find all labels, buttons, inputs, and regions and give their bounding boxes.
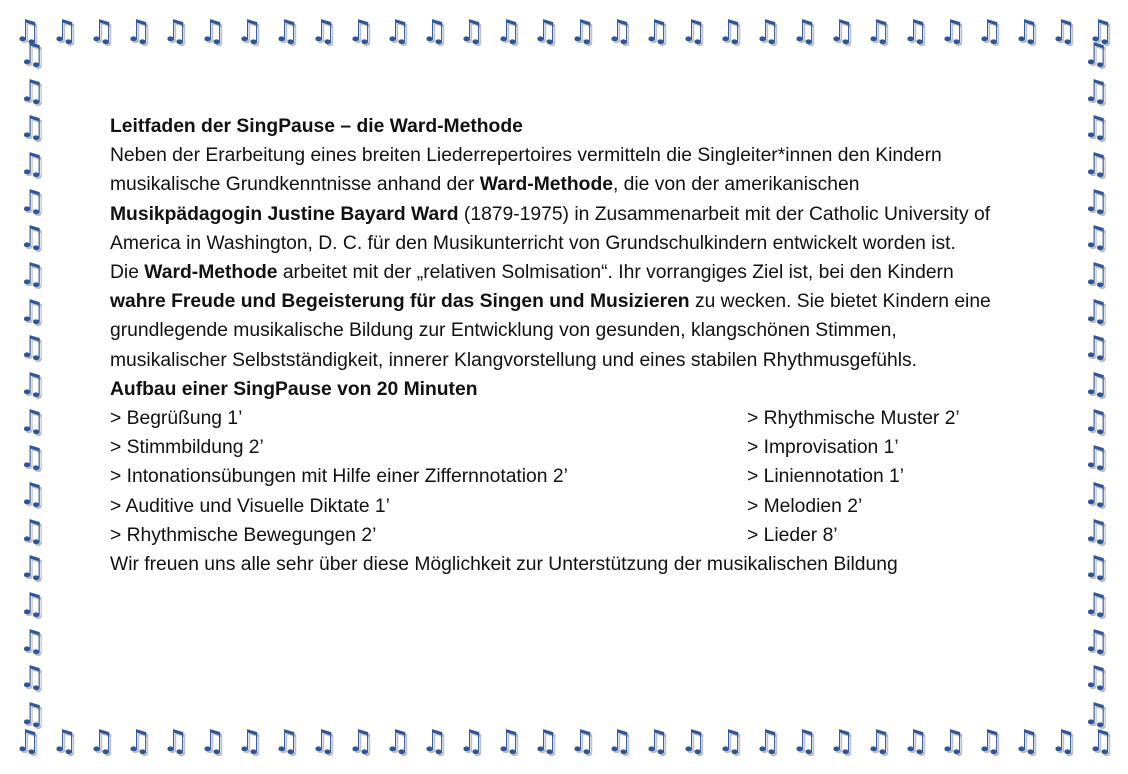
music-note-icon: ♫ (1087, 724, 1114, 759)
music-note-icon: ♫ (421, 724, 448, 759)
music-note-icon: ♫ (162, 724, 189, 759)
text: arbeitet mit der „relativen Solmisation“. Ihr vorrangiges Ziel ist, bei den Kindern (277, 262, 954, 284)
music-note-icon: ♫ (643, 724, 670, 759)
music-note-icon: ♫ (828, 14, 855, 49)
music-note-icon: ♫ (1082, 623, 1110, 659)
music-note-icon: ♫ (1082, 110, 1110, 146)
text: zu wecken. Sie bietet Kindern eine grundlegende musikalische Bildung zur Entwicklung von gesunden, klangschönen Stimmen, musikalischer Selbstständigkeit, innerer Klangvorstellung und eines stabilen Rhythmusgefühls. (110, 291, 991, 371)
music-note-icon: ♫ (754, 724, 781, 759)
music-note-icon: ♫ (88, 724, 115, 759)
music-note-icon: ♫ (18, 660, 46, 696)
music-note-icon: ♫ (1013, 724, 1040, 759)
music-note-icon: ♫ (680, 14, 707, 49)
music-note-icon: ♫ (125, 724, 152, 759)
music-note-icon: ♫ (199, 724, 226, 759)
list-item: > Intonationsübungen mit Hilfe einer Ziffernnotation 2’ (110, 466, 568, 488)
music-note-icon: ♫ (18, 623, 46, 659)
music-note-icon: ♫ (1082, 37, 1110, 72)
heading: Leitfaden der SingPause – die Ward-Methode (110, 116, 523, 137)
music-note-icon: ♫ (1082, 440, 1110, 476)
list-item: > Begrüßung 1’ (110, 408, 243, 430)
list-item: > Rhythmische Bewegungen 2’ (110, 524, 377, 546)
music-note-icon: ♫ (532, 14, 559, 49)
music-note-icon: ♫ (865, 14, 892, 49)
music-note-icon: ♫ (1013, 14, 1040, 49)
music-note-icon: ♫ (1082, 586, 1110, 622)
music-note-icon: ♫ (1082, 220, 1110, 256)
bold-text: wahre Freude und Begeisterung für das Singen und Musizieren (110, 291, 690, 313)
music-note-icon: ♫ (273, 14, 300, 49)
music-note-icon: ♫ (236, 14, 263, 49)
music-note-icon: ♫ (18, 513, 46, 549)
music-note-icon: ♫ (458, 14, 485, 49)
music-note-icon: ♫ (199, 14, 226, 49)
list-row (110, 462, 1010, 491)
music-note-icon: ♫ (1082, 146, 1110, 182)
music-note-icon: ♫ (18, 183, 46, 219)
music-note-icon: ♫ (1082, 73, 1110, 109)
music-note-icon: ♫ (606, 14, 633, 49)
text: Die (110, 262, 145, 284)
music-note-icon: ♫ (643, 14, 670, 49)
music-note-icon: ♫ (458, 724, 485, 759)
music-note-icon: ♫ (902, 14, 929, 49)
border-bottom (14, 724, 1114, 760)
paragraph-intro (110, 141, 1010, 258)
document-body (110, 112, 1010, 579)
music-note-icon: ♫ (18, 110, 46, 146)
border-top (14, 14, 1114, 50)
music-note-icon: ♫ (1082, 513, 1110, 549)
music-note-icon: ♫ (717, 14, 744, 49)
music-note-icon: ♫ (902, 724, 929, 759)
music-note-icon: ♫ (14, 14, 41, 49)
music-note-icon: ♫ (18, 293, 46, 329)
bold-text: Ward-Methode (144, 262, 278, 284)
music-note-icon: ♫ (18, 403, 46, 439)
music-note-icon: ♫ (18, 476, 46, 512)
music-note-icon: ♫ (347, 14, 374, 49)
music-note-icon: ♫ (1082, 183, 1110, 219)
bold-text: Musikpädagogin Justine Bayard Ward (110, 203, 459, 225)
music-note-icon: ♫ (569, 14, 596, 49)
list-item: > Improvisation 1’ (747, 437, 899, 459)
music-note-icon: ♫ (1082, 696, 1110, 732)
music-note-icon: ♫ (791, 14, 818, 49)
music-note-icon: ♫ (1050, 724, 1077, 759)
music-note-icon: ♫ (125, 14, 152, 49)
music-note-icon: ♫ (939, 724, 966, 759)
list-item: > Auditive und Visuelle Diktate 1’ (110, 495, 390, 517)
music-note-icon: ♫ (18, 220, 46, 256)
music-note-icon: ♫ (1082, 366, 1110, 402)
music-note-icon: ♫ (14, 724, 41, 759)
music-note-icon: ♫ (18, 146, 46, 182)
music-note-icon: ♫ (88, 14, 115, 49)
music-note-icon: ♫ (939, 14, 966, 49)
music-note-icon: ♫ (1082, 476, 1110, 512)
subheading: Aufbau einer SingPause von 20 Minuten (110, 378, 478, 400)
music-note-icon: ♫ (1087, 14, 1114, 49)
text: (1879-1975) in Zusammenarbeit mit der Catholic University of America in Washington, D. C. für den Musikunterricht von Grundschulkindern entwickelt worden ist. (110, 203, 991, 254)
music-note-icon: ♫ (1082, 403, 1110, 439)
music-note-icon: ♫ (384, 14, 411, 49)
music-note-icon: ♫ (18, 696, 46, 732)
bold-text: Ward-Methode (479, 174, 613, 196)
music-note-icon: ♫ (18, 256, 46, 292)
list-row (110, 492, 1010, 521)
music-note-icon: ♫ (754, 14, 781, 49)
list-item: > Melodien 2’ (747, 495, 863, 517)
music-note-icon: ♫ (18, 440, 46, 476)
music-note-icon: ♫ (236, 724, 263, 759)
music-note-icon: ♫ (273, 724, 300, 759)
closing-line: Wir freuen uns alle sehr über diese Möglichkeit zur Unterstützung der musikalischen Bildung (110, 553, 898, 575)
music-note-icon: ♫ (1082, 550, 1110, 586)
music-note-icon: ♫ (51, 724, 78, 759)
music-note-icon: ♫ (162, 14, 189, 49)
text: Neben der Erarbeitung eines breiten Liederrepertoires vermitteln die Singleiter*innen den Kindern musikalische Grundkenntnisse anhand der (110, 145, 942, 196)
music-note-icon: ♫ (51, 14, 78, 49)
list-item: > Rhythmische Muster 2’ (747, 408, 960, 430)
list-item: > Lieder 8’ (747, 524, 838, 546)
music-note-icon: ♫ (976, 14, 1003, 49)
list-row (110, 433, 1010, 462)
paragraph-method (110, 258, 1010, 375)
music-note-icon: ♫ (976, 724, 1003, 759)
music-note-icon: ♫ (717, 724, 744, 759)
music-note-icon: ♫ (495, 724, 522, 759)
music-note-icon: ♫ (1082, 660, 1110, 696)
music-note-icon: ♫ (18, 550, 46, 586)
list-row (110, 404, 1010, 433)
music-note-icon: ♫ (569, 724, 596, 759)
music-note-icon: ♫ (828, 724, 855, 759)
music-note-icon: ♫ (421, 14, 448, 49)
music-note-icon: ♫ (606, 724, 633, 759)
music-note-icon: ♫ (1050, 14, 1077, 49)
music-note-icon: ♫ (18, 586, 46, 622)
list-item: > Liniennotation 1’ (747, 466, 905, 488)
list-row (110, 521, 1010, 550)
music-note-icon: ♫ (1082, 330, 1110, 366)
music-note-icon: ♫ (347, 724, 374, 759)
music-note-icon: ♫ (680, 724, 707, 759)
music-note-icon: ♫ (310, 14, 337, 49)
music-note-icon: ♫ (532, 724, 559, 759)
schedule-list (110, 404, 1010, 550)
music-note-icon: ♫ (310, 724, 337, 759)
music-note-icon: ♫ (18, 73, 46, 109)
music-note-icon: ♫ (18, 366, 46, 402)
border-left (14, 37, 50, 732)
music-note-icon: ♫ (865, 724, 892, 759)
music-note-icon: ♫ (495, 14, 522, 49)
music-note-icon: ♫ (1082, 256, 1110, 292)
music-note-icon: ♫ (791, 724, 818, 759)
music-note-icon: ♫ (384, 724, 411, 759)
text: , die von der amerikanischen (612, 174, 860, 196)
border-right (1078, 37, 1114, 732)
music-note-icon: ♫ (1082, 293, 1110, 329)
music-note-icon: ♫ (18, 330, 46, 366)
list-item: > Stimmbildung 2’ (110, 437, 264, 459)
music-note-icon: ♫ (18, 37, 46, 72)
